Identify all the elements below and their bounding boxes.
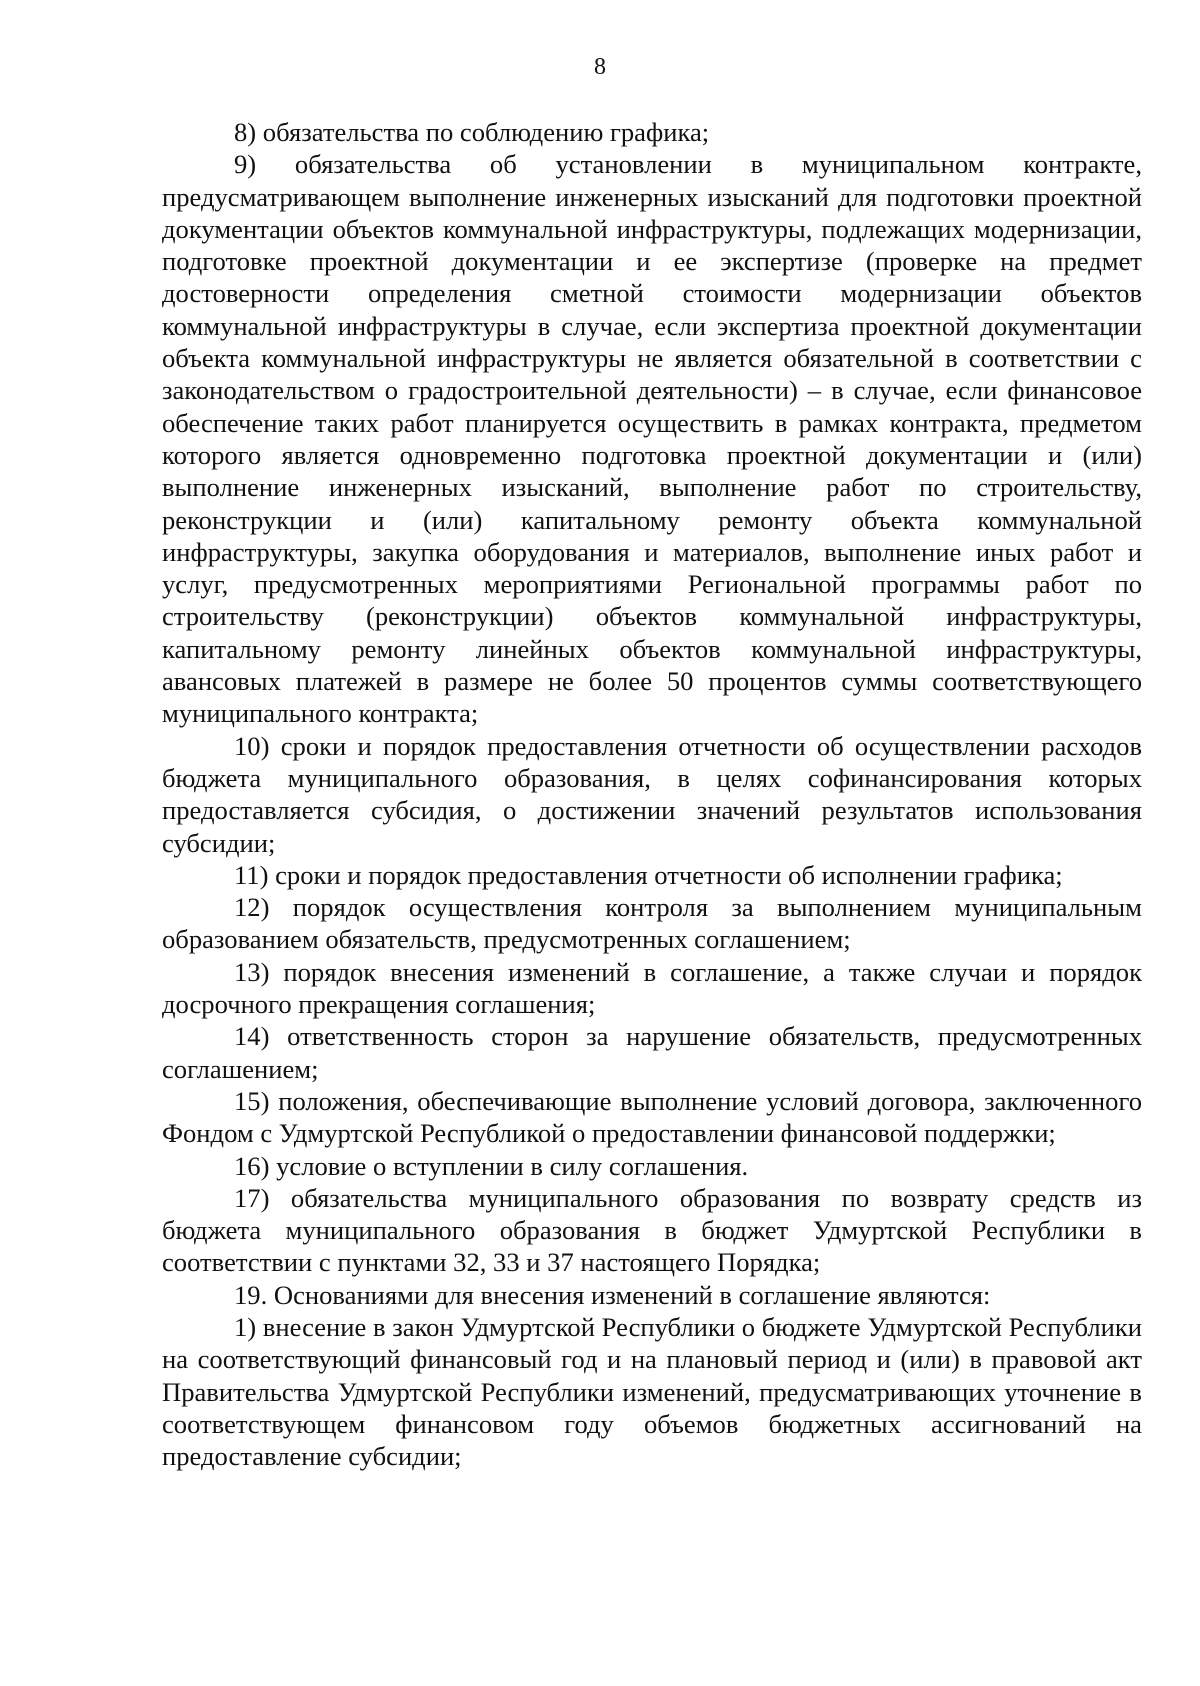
paragraph-item-16: 16) условие о вступлении в силу соглашения. (234, 1150, 749, 1181)
paragraph-item-10: 10) сроки и порядок предоставления отчетности об осуществлении расходов бюджета муниципального образования, в целях софинансирования которых предоставляется субсидия, о достижении значений результатов использования субсидии; (162, 730, 1142, 858)
page-number: 8 (594, 54, 606, 80)
paragraph-section-19: 19. Основаниями для внесения изменений в соглашение являются: (234, 1279, 991, 1310)
paragraph-item-13: 13) порядок внесения изменений в соглашение, а также случаи и порядок досрочного прекращения соглашения; (162, 956, 1142, 1020)
paragraph-item-11: 11) сроки и порядок предоставления отчетности об исполнении графика; (234, 859, 1063, 890)
paragraph-item-17: 17) обязательства муниципального образования по возврату средств из бюджета муниципального образования в бюджет Удмуртской Республики в соответствии с пунктами 32, 33 и 37 настоящего Порядка; (162, 1182, 1142, 1278)
document-body (162, 116, 1142, 1472)
paragraph-item-12: 12) порядок осуществления контроля за выполнением муниципальным образованием обязательств, предусмотренных соглашением; (162, 892, 1142, 955)
paragraph-item-9: 9) обязательства об установлении в муниципальном контракте, предусматривающем выполнение инженерных изысканий для подготовки проектной документации объектов коммунальной инфраструктуры, подлежащих модернизации, подготовке проектной документации и ее экспертизе (проверке на предмет достоверности определения сметной стоимости модернизации объектов коммунальной инфраструктуры в случае, если экспертиза проектной документации объекта коммунальной инфраструктуры не является обязательной в соответствии с законодательством о градостроительной деятельности) – в случае, если финансовое обеспечение таких работ планируется осуществить в рамках контракта, предметом которого является одновременно подготовка проектной документации и (или) выполнение инженерных изысканий, выполнение работ по строительству, реконструкции и (или) капитальному ремонту объекта коммунальной инфраструктуры, закупка оборудования и материалов, выполнение иных работ и услуг, предусмотренных мероприятиями Региональной программы работ по строительству (реконструкции) объектов коммунальной инфраструктуры, капитальному ремонту линейных объектов коммунальной инфраструктуры, авансовых платежей в размере не более 50 процентов суммы соответствующего муниципального контракта; (162, 149, 1142, 729)
paragraph-subitem-1: 1) внесение в закон Удмуртской Республики о бюджете Удмуртской Республики на соответствующий финансовый год и на плановый период и (или) в правовой акт Правительства Удмуртской Республики изменений, предусматривающих уточнение в соответствующем финансовом году объемов бюджетных ассигнований на предоставление субсидии; (162, 1311, 1142, 1472)
paragraph-item-14: 14) ответственность сторон за нарушение обязательств, предусмотренных соглашением; (162, 1021, 1142, 1084)
paragraph-item-15: 15) положения, обеспечивающие выполнение условий договора, заключенного Фондом с Удмуртской Республикой о предоставлении финансовой поддержки; (162, 1085, 1142, 1149)
paragraph-item-8: 8) обязательства по соблюдению графика; (234, 117, 710, 147)
